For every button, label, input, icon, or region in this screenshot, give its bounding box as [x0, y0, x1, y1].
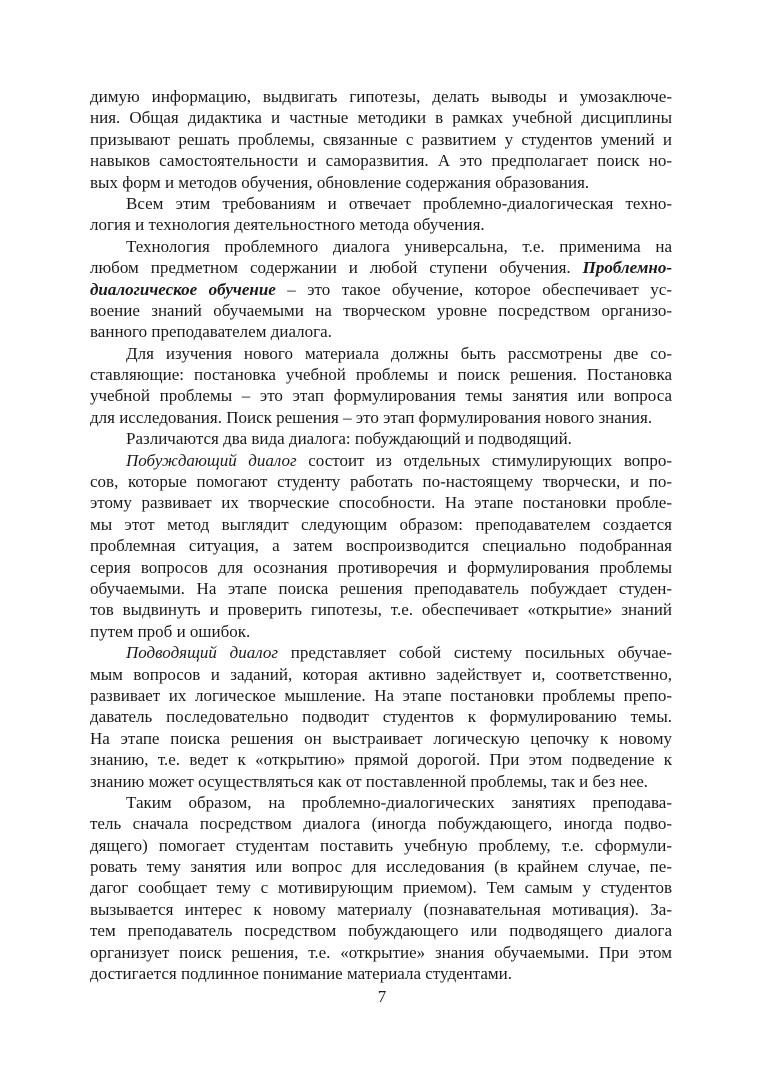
text-segment: навыков самостоятельности и саморазвития. А это предполагает поиск но- [90, 151, 672, 171]
text-segment: достигается подлинное понимание материала студентами. [90, 964, 513, 984]
text-line [90, 257, 672, 278]
text-line [90, 899, 672, 920]
text-segment: Технология проблемного диалога универсальна, т.е. применима на [126, 236, 672, 256]
paragraph [90, 792, 672, 985]
text-segment: даватель последовательно подводит студентов к формулированию темы. [90, 707, 672, 727]
text-line [90, 877, 672, 898]
text-segment: сов, которые помогают студенту работать по-настоящему творчески, и по- [90, 472, 672, 492]
text-segment: димую информацию, выдвигать гипотезы, делать выводы и умозаключе- [90, 87, 672, 106]
text-segment: логия и технология деятельностного метода обучения. [90, 215, 485, 235]
text-segment: серия вопросов для осознания противоречия и формулирования проблемы [90, 557, 672, 577]
text-segment: мым вопросов и заданий, которая активно задействует и, соответственно, [90, 664, 672, 684]
text-segment: дящего) помогает студентам поставить учебную проблему, т.е. сформули- [90, 835, 672, 855]
text-segment: дагог сообщает тему с мотивирующим приемом). Тем самым у студентов [90, 878, 672, 898]
text-line [90, 236, 672, 257]
text-segment: Таким образом, на проблемно-диалогических занятиях преподава- [126, 792, 672, 812]
emphasized-term: Подводящий диалог [126, 643, 279, 663]
text-segment: проблемная ситуация, а затем воспроизводится специально подобранная [90, 536, 672, 556]
text-segment: знанию, т.е. ведет к «открытию» прямой дорогой. При этом подведение к [90, 750, 672, 770]
text-line [90, 642, 672, 663]
text-segment: путем проб и ошибок. [90, 621, 251, 641]
text-segment: призывают решать проблемы, связанные с развитием у студентов умений и [90, 129, 672, 149]
text-segment: тель сначала посредством диалога (иногда побуждающего, иногда подво- [90, 814, 672, 834]
text-line [90, 514, 672, 535]
text-segment: развивает их логическое мышление. На этапе постановки проблемы препо- [90, 685, 672, 705]
text-segment: ровать тему занятия или вопрос для исследования (в крайнем случае, пе- [90, 857, 672, 877]
text-line [90, 771, 672, 792]
page-number: 7 [377, 987, 387, 1006]
text-segment: учебной проблемы – это этап формулирования темы занятия или вопроса [90, 386, 672, 406]
text-segment: для исследования. Поиск решения – это этап формулирования нового знания. [90, 407, 653, 427]
text-line [90, 599, 672, 620]
text-line [90, 279, 672, 300]
text-segment: организует поиск решения, т.е. «открытие» знания обучаемыми. При этом [90, 942, 672, 962]
text-line [90, 129, 672, 150]
text-segment: ния. Общая дидактика и частные методики в рамках учебной дисциплины [90, 108, 672, 128]
text-line [90, 450, 672, 471]
text-segment: состоит из отдельных стимулирующих вопро- [296, 450, 672, 470]
paragraph [90, 450, 672, 643]
text-line [90, 385, 672, 406]
text-segment: Всем этим требованиям и отвечает проблемно-диалогическая техно- [126, 193, 672, 213]
text-segment: – это такое обучение, которое обеспечивает ус- [275, 279, 672, 299]
text-line [90, 321, 672, 342]
text-line [90, 728, 672, 749]
body-text [90, 86, 672, 984]
text-line [90, 535, 672, 556]
text-line [90, 792, 672, 813]
text-line [90, 621, 672, 642]
text-line [90, 471, 672, 492]
paragraph [90, 343, 672, 429]
text-line [90, 428, 672, 449]
text-line [90, 300, 672, 321]
text-line [90, 492, 672, 513]
text-line [90, 685, 672, 706]
text-segment: знанию может осуществляться как от поставленной проблемы, так и без нее. [90, 771, 649, 791]
text-segment: тем преподаватель посредством побуждающего или подводящего диалога [90, 921, 672, 941]
paragraph [90, 86, 672, 193]
text-segment: На этапе поиска решения он выстраивает логическую цепочку к новому [90, 728, 672, 748]
text-segment: Для изучения нового материала должны быть рассмотрены две со- [126, 343, 672, 363]
emphasized-term: Проблемно- [582, 258, 672, 278]
text-line [90, 364, 672, 385]
text-line [90, 407, 672, 428]
text-segment: ванного преподавателем диалога. [90, 322, 332, 342]
text-line [90, 920, 672, 941]
text-line [90, 813, 672, 834]
text-segment: тов выдвинуть и проверить гипотезы, т.е. обеспечивает «открытие» знаний [90, 600, 672, 620]
paragraph [90, 193, 672, 236]
text-segment: мы этот метод выглядит следующим образом: преподавателем создается [90, 514, 672, 534]
text-segment: Различаются два вида диалога: побуждающий и подводящий. [126, 429, 572, 449]
text-line [90, 193, 672, 214]
text-segment: ставляющие: постановка учебной проблемы и поиск решения. Постановка [90, 365, 672, 385]
paragraph [90, 428, 672, 449]
emphasized-term: диалогическое обучение [90, 279, 276, 299]
text-line [90, 578, 672, 599]
text-line [90, 343, 672, 364]
text-line [90, 749, 672, 770]
text-line [90, 942, 672, 963]
text-segment: вых форм и методов обучения, обновление содержания образования. [90, 172, 590, 192]
text-segment: любом предметном содержании и любой ступени обучения. [90, 258, 583, 278]
text-line [90, 963, 672, 984]
text-segment: вызывается интерес к новому материалу (познавательная мотивация). За- [90, 899, 672, 919]
text-line [90, 835, 672, 856]
text-line [90, 150, 672, 171]
paragraph [90, 236, 672, 343]
text-segment: обучаемыми. На этапе поиска решения преподаватель побуждает студен- [90, 578, 672, 598]
text-segment: представляет собой систему посильных обучае- [278, 643, 672, 663]
emphasized-term: Побуждающий диалог [126, 450, 297, 470]
text-line [90, 107, 672, 128]
text-segment: воение знаний обучаемыми на творческом уровне посредством организо- [90, 300, 672, 320]
text-line [90, 557, 672, 578]
paragraph [90, 642, 672, 792]
text-line [90, 86, 672, 107]
text-line [90, 664, 672, 685]
text-line [90, 172, 672, 193]
text-line [90, 856, 672, 877]
text-segment: этому развивает их творческие способности. На этапе постановки пробле- [90, 493, 672, 513]
text-line [90, 706, 672, 727]
text-line [90, 214, 672, 235]
